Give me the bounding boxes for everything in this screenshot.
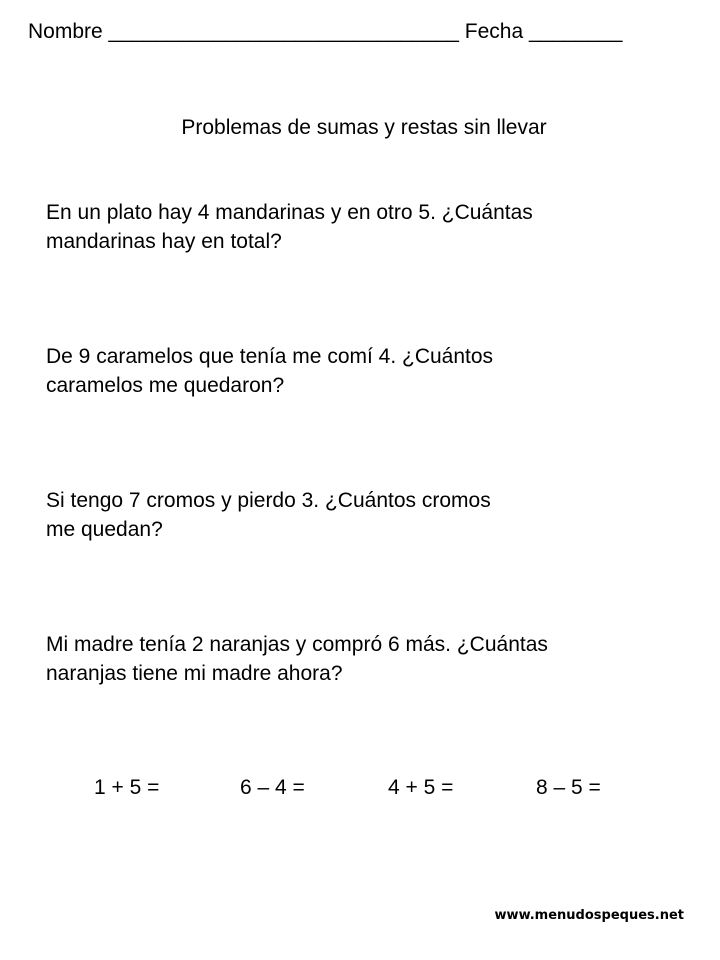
equation-1: 1 + 5 = <box>94 776 160 799</box>
equation-2: 6 – 4 = <box>240 776 305 799</box>
problem-3 <box>46 486 686 544</box>
date-label: Fecha <box>464 20 524 43</box>
equation-4: 8 – 5 = <box>536 776 601 799</box>
problem-2 <box>46 342 686 400</box>
problem-4 <box>46 630 686 688</box>
worksheet-title: Problemas de sumas y restas sin llevar <box>181 116 547 139</box>
problem-1-line-1: En un plato hay 4 mandarinas y en otro 5. ¿Cuántas <box>46 201 533 224</box>
date-blank-line: ________ <box>529 20 623 43</box>
problem-2-line-1: De 9 caramelos que tenía me comí 4. ¿Cuántos <box>46 345 494 368</box>
problem-1-line-2: mandarinas hay en total? <box>46 230 282 253</box>
header-line <box>28 20 622 44</box>
equation-3: 4 + 5 = <box>388 776 454 799</box>
name-label: Nombre <box>28 20 103 43</box>
problem-3-line-1: Si tengo 7 cromos y pierdo 3. ¿Cuántos cromos <box>46 489 491 512</box>
problem-2-line-2: caramelos me quedaron? <box>46 374 285 397</box>
name-blank-line: ______________________________ <box>108 20 459 43</box>
website-footer: www.menudospeques.net <box>494 908 684 923</box>
problem-4-line-1: Mi madre tenía 2 naranjas y compró 6 más. ¿Cuántas <box>46 633 548 656</box>
problem-4-line-2: naranjas tiene mi madre ahora? <box>46 662 343 685</box>
problem-1 <box>46 198 686 256</box>
problem-3-line-2: me quedan? <box>46 518 163 541</box>
